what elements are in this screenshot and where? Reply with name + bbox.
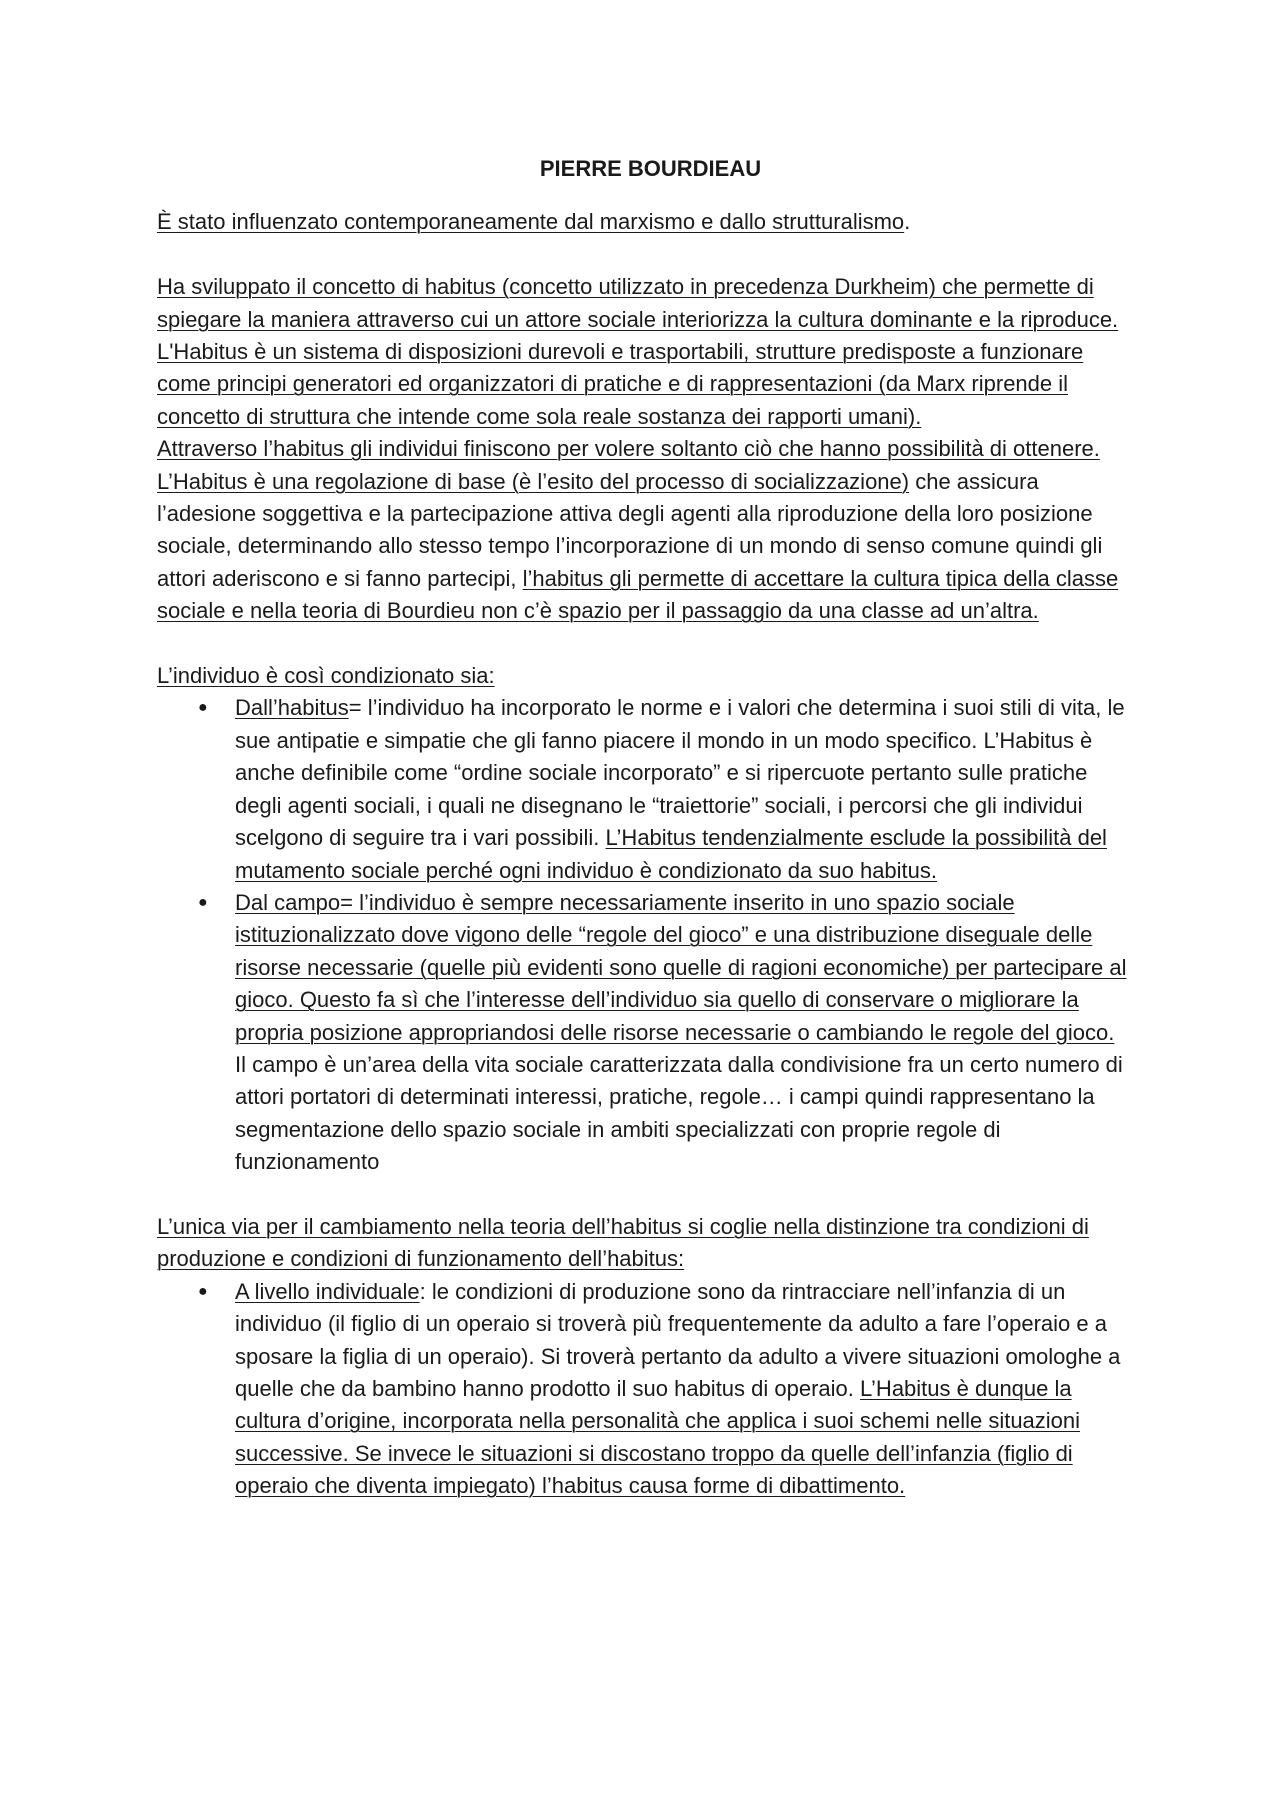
habitus-adhesion: che assicura l’adesione soggettiva e la partecipazione attiva degli agenti alla riproduzione della loro posizione sociale, determinando allo stesso tempo l’incorporazione di un mondo di senso comune quindi gli attori aderiscono e si fanno partecipi, (157, 468, 1103, 591)
item-body: = l’individuo ha incorporato le norme e i valori che determina i suoi stili di vita, le sue antipatie e simpatie che gli fanno piacere il mondo in un modo specifico. L’Habitus è anche definibile come “ordine sociale incorporato” e si ripercuote pertanto sulle pratiche degli agenti sociali, i quali ne disegnano le “traiettorie” sociali, i percorsi che gli individui scelgono di seguire tra i vari possibili. (235, 695, 1125, 851)
spacer (157, 1179, 1130, 1211)
item-body: : le condizioni di produzione sono da rintracciare nell’infanzia di un individuo (il figlio di un operaio si troverà più frequentemente da adulto a fare l’operaio e a sposare la figlia di un operaio). Si troverà pertanto da adulto a vivere situazioni omologhe a quelle che da bambino hanno prodotto il suo habitus di operaio. (235, 1278, 1121, 1401)
spacer (157, 239, 1130, 271)
section2-list (157, 1276, 1130, 1503)
page-title: PIERRE BOURDIEAU (539, 156, 762, 181)
habitus-class: l’habitus gli permette di accettare la cultura tipica della classe sociale e nella teoria di Bourdieu non c’è spazio per il passaggio da una classe ad un’altra. (157, 565, 1119, 624)
section1-list (157, 692, 1130, 1178)
list-item (198, 692, 1130, 886)
item-conclusion: L’Habitus è dunque la cultura d’origine, incorporata nella personalità che applica i suoi schemi nelle situazioni successive. Se invece le situazioni si discostano troppo da quelle dell’infanzia (figlio di operaio che diventa impiegato) l’habitus causa forme di dibattimento. (235, 1375, 1081, 1499)
item-conclusion: L’Habitus tendenzialmente esclude la possibilità del mutamento sociale perché ogni individuo è condizionato da suo habitus. (235, 825, 1107, 883)
section2-intro: L’unica via per il cambiamento nella teoria dell’habitus si coglie nella distinzione tra condizioni di produzione e condizioni di funzionamento dell’habitus: (157, 1213, 1089, 1272)
bullet-icon: ● (198, 699, 208, 717)
habitus-regulation: Attraverso l’habitus gli individui finiscono per volere soltanto ciò che hanno possibilità di ottenere. L’Habitus è una regolazione di base (è l’esito del processo di socializzazione) (157, 436, 1100, 494)
item-body: Il campo è un’area della vita sociale caratterizzata dalla condivisione fra un certo numero di attori portatori di determinati interessi, pratiche, regole… i campi quindi rappresentano la segmentazione dello spazio sociale in ambiti specializzati con proprie regole di funzionamento (235, 1051, 1123, 1175)
influences-tail: . (904, 209, 911, 235)
habitus-definition: Ha sviluppato il concetto di habitus (concetto utilizzato in precedenza Durkheim) che permette di spiegare la maniera attraverso cui un attore sociale interiorizza la cultura dominante e la riproduce. L'Habitus è un sistema di disposizioni durevoli e trasportabili, strutture predisposte a funzionare come principi generatori ed organizzatori di pratiche e di rappresentazioni (da Marx riprende il concetto di struttura che intende come sola reale sostanza dei rapporti umani). (157, 274, 1119, 429)
spacer (157, 628, 1130, 660)
item-heading: A livello individuale (235, 1278, 420, 1304)
bullet-icon: ● (198, 1282, 208, 1300)
influences-text: È stato influenzato contemporaneamente dal marxismo e dallo strutturalismo (157, 209, 905, 235)
bullet-icon: ● (198, 893, 208, 911)
paragraph-habitus (157, 271, 1130, 627)
item-heading: Dall’habitus (235, 695, 349, 721)
section1-intro: L’individuo è così condizionato sia: (157, 663, 495, 689)
paragraph-influences (157, 206, 1130, 238)
list-item (198, 1276, 1130, 1503)
item-heading: Dal campo= l’individuo è sempre necessariamente inserito in uno spazio sociale istituzionalizzato dove vigono delle “regole del gioco” e una distribuzione diseguale delle risorse necessarie (quelle più evidenti sono quelle di ragioni economiche) per partecipare al gioco. Questo fa sì che l’interesse dell’individuo sia quello di conservare o migliorare la propria posizione appropriandosi delle risorse necessarie o cambiando le regole del gioco. (235, 889, 1127, 1045)
list-item (198, 887, 1130, 1179)
